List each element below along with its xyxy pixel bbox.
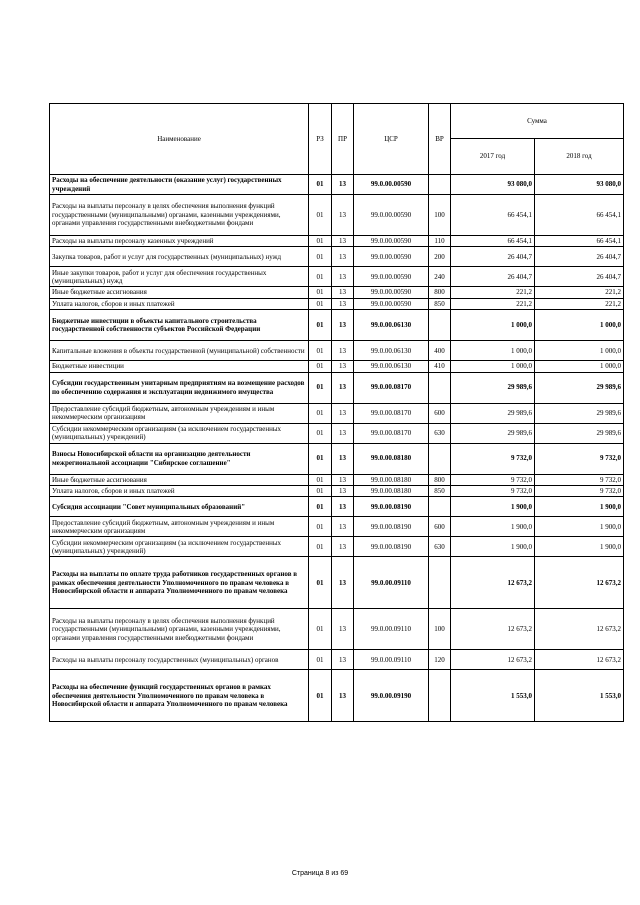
row-csr: 99.0.00.06130 <box>354 341 429 361</box>
row-rz: 01 <box>309 609 332 650</box>
row-rz: 01 <box>309 557 332 609</box>
header-vr: ВР <box>429 104 451 175</box>
row-name: Закупка товаров, работ и услуг для государственных (муниципальных) нужд <box>50 247 309 267</box>
row-pr: 13 <box>332 443 354 474</box>
row-rz: 01 <box>309 298 332 309</box>
row-pr: 13 <box>332 267 354 287</box>
row-vr: 110 <box>429 236 451 247</box>
row-csr: 99.0.00.00590 <box>354 298 429 309</box>
row-pr: 13 <box>332 670 354 722</box>
table-body <box>50 175 624 722</box>
row-csr: 99.0.00.09110 <box>354 557 429 609</box>
header-sum: Сумма <box>451 104 624 139</box>
row-csr: 99.0.00.00590 <box>354 236 429 247</box>
row-vr: 100 <box>429 609 451 650</box>
row-sum-2018: 1 000,0 <box>535 341 624 361</box>
row-vr: 800 <box>429 287 451 298</box>
header-2018: 2018 год <box>535 139 624 175</box>
row-sum-2017: 66 454,1 <box>451 195 535 236</box>
row-vr: 630 <box>429 537 451 557</box>
row-rz: 01 <box>309 670 332 722</box>
header-pr: ПР <box>332 104 354 175</box>
table-row <box>50 486 624 497</box>
row-csr: 99.0.00.08180 <box>354 474 429 485</box>
row-vr <box>429 310 451 341</box>
row-csr: 99.0.00.08190 <box>354 497 429 517</box>
row-csr: 99.0.00.08170 <box>354 403 429 423</box>
row-rz: 01 <box>309 310 332 341</box>
row-vr: 600 <box>429 403 451 423</box>
row-rz: 01 <box>309 474 332 485</box>
row-rz: 01 <box>309 195 332 236</box>
row-rz: 01 <box>309 537 332 557</box>
row-rz: 01 <box>309 267 332 287</box>
row-sum-2018: 93 080,0 <box>535 175 624 195</box>
row-vr: 410 <box>429 361 451 372</box>
row-name: Иные закупки товаров, работ и услуг для обеспечения государственных (муниципальных) нужд <box>50 267 309 287</box>
row-csr: 99.0.00.08190 <box>354 517 429 537</box>
table-row <box>50 267 624 287</box>
row-vr: 120 <box>429 650 451 670</box>
row-name: Бюджетные инвестиции <box>50 361 309 372</box>
row-name: Капитальные вложения в объекты государственной (муниципальной) собственности <box>50 341 309 361</box>
row-sum-2017: 66 454,1 <box>451 236 535 247</box>
row-sum-2018: 12 673,2 <box>535 609 624 650</box>
row-name: Расходы на обеспечение деятельности (оказание услуг) государственных учреждений <box>50 175 309 195</box>
header-csr: ЦСР <box>354 104 429 175</box>
row-pr: 13 <box>332 236 354 247</box>
header-name: Наименование <box>50 104 309 175</box>
row-sum-2017: 29 989,6 <box>451 372 535 403</box>
row-name: Субсидия ассоциации "Совет муниципальных образований" <box>50 497 309 517</box>
row-rz: 01 <box>309 423 332 443</box>
row-sum-2018: 66 454,1 <box>535 236 624 247</box>
row-sum-2017: 9 732,0 <box>451 474 535 485</box>
row-pr: 13 <box>332 287 354 298</box>
row-name: Уплата налогов, сборов и иных платежей <box>50 486 309 497</box>
row-csr: 99.0.00.08170 <box>354 423 429 443</box>
row-csr: 99.0.00.08180 <box>354 443 429 474</box>
row-sum-2018: 221,2 <box>535 287 624 298</box>
row-rz: 01 <box>309 372 332 403</box>
row-pr: 13 <box>332 486 354 497</box>
row-pr: 13 <box>332 609 354 650</box>
row-name: Расходы на обеспечение функций государственных органов в рамках обеспечения деятельности Уполномоченного по правам человека в Новосибирской области и аппарата Уполномоченного по правам человека <box>50 670 309 722</box>
row-pr: 13 <box>332 403 354 423</box>
row-rz: 01 <box>309 403 332 423</box>
row-sum-2017: 1 900,0 <box>451 497 535 517</box>
row-sum-2018: 221,2 <box>535 298 624 309</box>
row-vr: 850 <box>429 486 451 497</box>
row-sum-2017: 12 673,2 <box>451 609 535 650</box>
row-sum-2017: 29 989,6 <box>451 403 535 423</box>
row-csr: 99.0.00.06130 <box>354 310 429 341</box>
row-sum-2018: 26 404,7 <box>535 267 624 287</box>
row-name: Субсидии государственным унитарным предприятиям на возмещение расходов по обеспечению содержания и эксплуатации недвижимого имущества <box>50 372 309 403</box>
row-sum-2017: 9 732,0 <box>451 443 535 474</box>
row-sum-2017: 1 900,0 <box>451 537 535 557</box>
row-sum-2017: 26 404,7 <box>451 247 535 267</box>
row-sum-2017: 1 553,0 <box>451 670 535 722</box>
row-rz: 01 <box>309 650 332 670</box>
table-row <box>50 670 624 722</box>
row-sum-2017: 12 673,2 <box>451 557 535 609</box>
table-row <box>50 310 624 341</box>
row-sum-2017: 1 000,0 <box>451 310 535 341</box>
row-rz: 01 <box>309 443 332 474</box>
row-vr <box>429 497 451 517</box>
row-csr: 99.0.00.00590 <box>354 195 429 236</box>
row-sum-2018: 12 673,2 <box>535 650 624 670</box>
row-pr: 13 <box>332 474 354 485</box>
row-sum-2017: 12 673,2 <box>451 650 535 670</box>
row-sum-2017: 221,2 <box>451 287 535 298</box>
row-csr: 99.0.00.08170 <box>354 372 429 403</box>
row-vr <box>429 372 451 403</box>
row-pr: 13 <box>332 298 354 309</box>
row-rz: 01 <box>309 175 332 195</box>
header-2017: 2017 год <box>451 139 535 175</box>
row-sum-2018: 9 732,0 <box>535 474 624 485</box>
row-name: Взносы Новосибирской области на организацию деятельности межрегиональной ассоциации "Сибирское соглашение" <box>50 443 309 474</box>
row-sum-2018: 1 553,0 <box>535 670 624 722</box>
row-name: Расходы на выплаты по оплате труда работников государственных органов в рамках обеспечения деятельности Уполномоченного по правам человека в Новосибирской области и аппарата Уполномоченного по правам человека <box>50 557 309 609</box>
row-rz: 01 <box>309 341 332 361</box>
row-pr: 13 <box>332 650 354 670</box>
row-name: Иные бюджетные ассигнования <box>50 474 309 485</box>
row-sum-2017: 1 000,0 <box>451 341 535 361</box>
row-csr: 99.0.00.00590 <box>354 247 429 267</box>
table-row <box>50 423 624 443</box>
row-csr: 99.0.00.00590 <box>354 175 429 195</box>
row-vr: 100 <box>429 195 451 236</box>
row-vr <box>429 557 451 609</box>
row-pr: 13 <box>332 361 354 372</box>
row-csr: 99.0.00.06130 <box>354 361 429 372</box>
row-sum-2018: 26 404,7 <box>535 247 624 267</box>
table-row <box>50 247 624 267</box>
row-csr: 99.0.00.08190 <box>354 537 429 557</box>
row-name: Субсидии некоммерческим организациям (за исключением государственных (муниципальных) учреждений) <box>50 537 309 557</box>
row-sum-2017: 221,2 <box>451 298 535 309</box>
row-sum-2018: 9 732,0 <box>535 443 624 474</box>
row-vr: 800 <box>429 474 451 485</box>
row-name: Уплата налогов, сборов и иных платежей <box>50 298 309 309</box>
row-rz: 01 <box>309 361 332 372</box>
row-sum-2018: 1 000,0 <box>535 310 624 341</box>
row-sum-2017: 9 732,0 <box>451 486 535 497</box>
row-name: Субсидии некоммерческим организациям (за исключением государственных (муниципальных) учреждений) <box>50 423 309 443</box>
row-csr: 99.0.00.09110 <box>354 609 429 650</box>
row-name: Расходы на выплаты персоналу казенных учреждений <box>50 236 309 247</box>
page-footer: Страница 8 из 69 <box>291 870 349 877</box>
row-name: Предоставление субсидий бюджетным, автономным учреждениям и иным некоммерческим организациям <box>50 517 309 537</box>
row-pr: 13 <box>332 310 354 341</box>
row-sum-2018: 1 000,0 <box>535 361 624 372</box>
row-csr: 99.0.00.09110 <box>354 650 429 670</box>
row-csr: 99.0.00.09190 <box>354 670 429 722</box>
row-pr: 13 <box>332 372 354 403</box>
row-sum-2018: 66 454,1 <box>535 195 624 236</box>
row-name: Расходы на выплаты персоналу государственных (муниципальных) органов <box>50 650 309 670</box>
row-vr: 400 <box>429 341 451 361</box>
row-vr <box>429 670 451 722</box>
budget-table <box>49 103 624 722</box>
row-sum-2018: 29 989,6 <box>535 403 624 423</box>
row-name: Бюджетные инвестиции в объекты капитального строительства государственной собственности субъектов Российской Федерации <box>50 310 309 341</box>
row-name: Иные бюджетные ассигнования <box>50 287 309 298</box>
row-pr: 13 <box>332 497 354 517</box>
row-rz: 01 <box>309 486 332 497</box>
table-row <box>50 298 624 309</box>
row-name: Расходы на выплаты персоналу в целях обеспечения выполнения функций государственными (муниципальными) органами, казенными учреждениями, органами управления государственными внебюджетными фондами <box>50 609 309 650</box>
table-row <box>50 287 624 298</box>
row-sum-2018: 1 900,0 <box>535 517 624 537</box>
row-sum-2017: 93 080,0 <box>451 175 535 195</box>
row-rz: 01 <box>309 497 332 517</box>
row-csr: 99.0.00.00590 <box>354 267 429 287</box>
row-vr: 850 <box>429 298 451 309</box>
row-rz: 01 <box>309 517 332 537</box>
row-sum-2018: 9 732,0 <box>535 486 624 497</box>
table-row <box>50 341 624 361</box>
header-rz: РЗ <box>309 104 332 175</box>
row-pr: 13 <box>332 537 354 557</box>
table-row <box>50 474 624 485</box>
row-pr: 13 <box>332 517 354 537</box>
row-rz: 01 <box>309 236 332 247</box>
table-row <box>50 537 624 557</box>
table-row <box>50 443 624 474</box>
row-vr: 630 <box>429 423 451 443</box>
row-csr: 99.0.00.08180 <box>354 486 429 497</box>
table-row <box>50 650 624 670</box>
table-row <box>50 372 624 403</box>
row-name: Расходы на выплаты персоналу в целях обеспечения выполнения функций государственными (муниципальными) органами, казенными учреждениями, органами управления государственными внебюджетными фондами <box>50 195 309 236</box>
row-sum-2018: 12 673,2 <box>535 557 624 609</box>
row-sum-2017: 1 900,0 <box>451 517 535 537</box>
table-row <box>50 361 624 372</box>
row-sum-2017: 1 000,0 <box>451 361 535 372</box>
row-vr: 240 <box>429 267 451 287</box>
row-sum-2018: 1 900,0 <box>535 497 624 517</box>
row-rz: 01 <box>309 247 332 267</box>
row-rz: 01 <box>309 287 332 298</box>
row-sum-2017: 26 404,7 <box>451 267 535 287</box>
row-vr <box>429 443 451 474</box>
row-pr: 13 <box>332 195 354 236</box>
row-pr: 13 <box>332 423 354 443</box>
row-sum-2017: 29 989,6 <box>451 423 535 443</box>
row-pr: 13 <box>332 247 354 267</box>
table-row <box>50 557 624 609</box>
row-name: Предоставление субсидий бюджетным, автономным учреждениям и иным некоммерческим организациям <box>50 403 309 423</box>
row-pr: 13 <box>332 557 354 609</box>
table-row <box>50 195 624 236</box>
row-csr: 99.0.00.00590 <box>354 287 429 298</box>
row-vr <box>429 175 451 195</box>
row-sum-2018: 29 989,6 <box>535 372 624 403</box>
row-vr: 200 <box>429 247 451 267</box>
table-row <box>50 403 624 423</box>
table-row <box>50 236 624 247</box>
row-pr: 13 <box>332 341 354 361</box>
row-pr: 13 <box>332 175 354 195</box>
row-sum-2018: 29 989,6 <box>535 423 624 443</box>
table-row <box>50 175 624 195</box>
row-sum-2018: 1 900,0 <box>535 537 624 557</box>
table-row <box>50 517 624 537</box>
row-vr: 600 <box>429 517 451 537</box>
table-row <box>50 497 624 517</box>
table-row <box>50 609 624 650</box>
